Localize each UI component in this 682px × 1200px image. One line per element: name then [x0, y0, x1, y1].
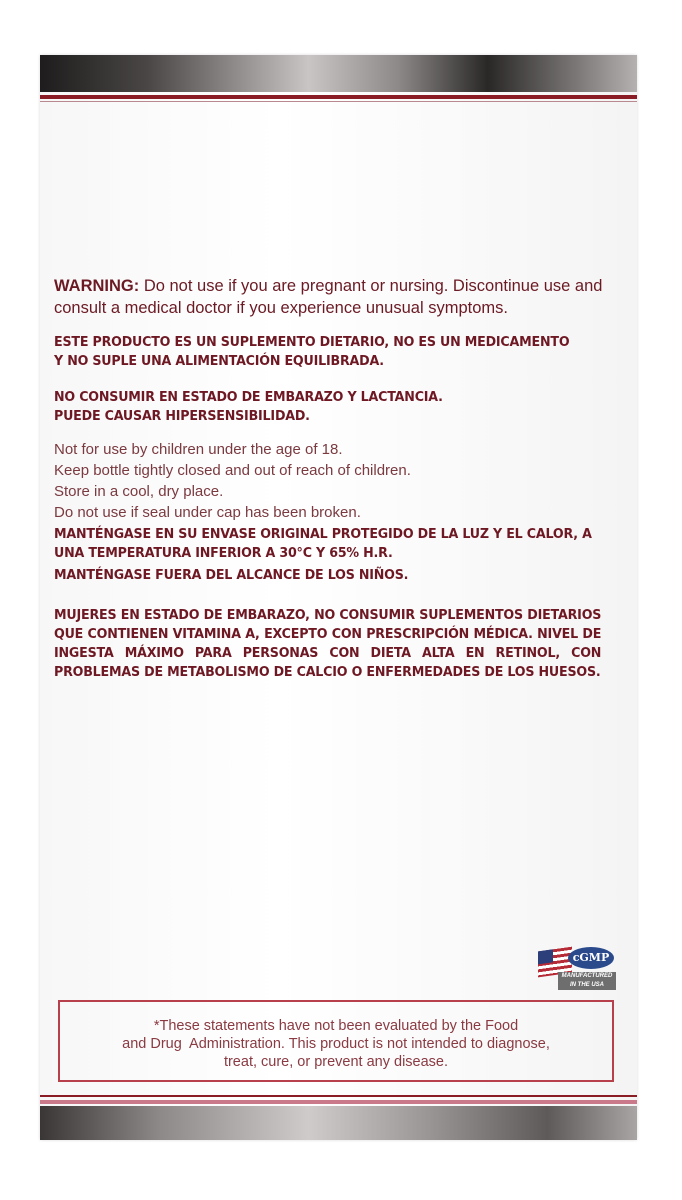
cgmp-caption: MANUFACTURED IN THE USA: [558, 972, 616, 990]
instructions-list: [54, 439, 624, 523]
instruction-line: Store in a cool, dry place.: [54, 483, 224, 500]
disclaimer-line: and Drug Administration. This product is not intended to diagnose,: [122, 1036, 550, 1052]
spanish-notice-pregnancy: [54, 388, 601, 426]
warning-text: Do not use if you are pregnant or nursing. Discontinue use and consult a medical doctor if you experience unusual symptoms.: [54, 277, 603, 317]
instruction-line: Keep bottle tightly closed and out of reach of children.: [54, 462, 411, 479]
notice-line: ESTE PRODUCTO ES UN SUPLEMENTO DIETARIO, NO ES UN MEDICAMENTO: [54, 335, 570, 350]
bottom-pink-rule: [40, 1100, 637, 1104]
instruction-line: Not for use by children under the age of 18.: [54, 441, 343, 458]
bottom-metallic-band: [40, 1106, 637, 1140]
spanish-notice-storage: [54, 525, 601, 585]
notice-paragraph: MUJERES EN ESTADO DE EMBARAZO, NO CONSUMIR SUPLEMENTOS DIETARIOS QUE CONTIENEN VITAMINA A, EXCEPTO CON PRESCRIPCIÓN MÉDICA. NIVEL DE INGESTA MÁXIMO PARA PERSONAS CON DIETA ALTA EN RETINOL, CON PROBLEMAS DE METABOLISMO DE CALCIO O ENFERMEDADES DE LOS HUESOS.: [54, 608, 602, 680]
top-thin-rule: [40, 101, 637, 102]
label-panel: [40, 55, 637, 1140]
fda-disclaimer-text: [60, 1017, 612, 1071]
notice-line: Y NO SUPLE UNA ALIMENTACIÓN EQUILIBRADA.: [54, 354, 384, 369]
instruction-line: Do not use if seal under cap has been broken.: [54, 504, 361, 521]
cgmp-title: cGMP: [568, 947, 614, 969]
bottom-red-rule: [40, 1095, 637, 1097]
top-metallic-band: [40, 55, 637, 92]
spanish-notice-vitamin-a: [54, 606, 601, 682]
top-red-rule: [40, 95, 637, 99]
disclaimer-line: treat, cure, or prevent any disease.: [223, 1054, 449, 1070]
warning-label: WARNING:: [54, 277, 140, 295]
fda-disclaimer-box: [58, 1000, 614, 1082]
disclaimer-line: *These statements have not been evaluated by the Food: [153, 1018, 519, 1034]
warning-paragraph: [54, 275, 624, 319]
spanish-notice-supplement: [54, 333, 601, 371]
notice-line: MANTÉNGASE EN SU ENVASE ORIGINAL PROTEGIDO DE LA LUZ Y EL CALOR, A UNA TEMPERATURA INFERIOR A 30°C Y 65% H.R.: [54, 527, 592, 561]
cgmp-badge: [538, 945, 616, 993]
notice-line: PUEDE CAUSAR HIPERSENSIBILIDAD.: [54, 409, 310, 424]
notice-line: MANTÉNGASE FUERA DEL ALCANCE DE LOS NIÑOS.: [54, 568, 409, 583]
notice-line: NO CONSUMIR EN ESTADO DE EMBARAZO Y LACTANCIA.: [54, 390, 443, 405]
